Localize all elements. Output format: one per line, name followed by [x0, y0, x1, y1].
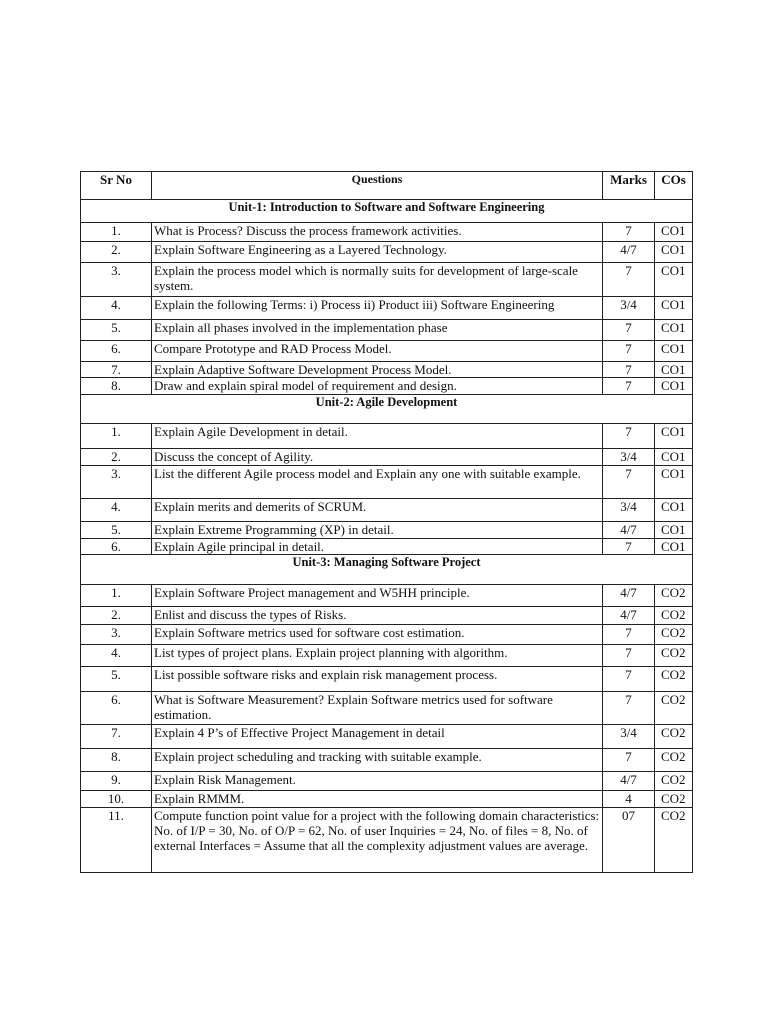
table-row [81, 585, 693, 607]
question-cell: What is Software Measurement? Explain Software metrics used for software estimation. [152, 692, 603, 725]
marks-cell: 7 [603, 539, 655, 555]
sr-no-cell: 8. [81, 749, 152, 772]
unit-title: Unit-3: Managing Software Project [81, 555, 693, 585]
marks-cell: 7 [603, 645, 655, 667]
table-row [81, 223, 693, 242]
co-cell: CO2 [655, 808, 693, 873]
sr-no-cell: 2. [81, 607, 152, 625]
header-marks: Marks [603, 172, 655, 200]
marks-cell: 4/7 [603, 607, 655, 625]
sr-no-cell: 4. [81, 645, 152, 667]
marks-cell: 4/7 [603, 585, 655, 607]
marks-cell: 7 [603, 625, 655, 645]
marks-cell: 4/7 [603, 772, 655, 791]
sr-no-cell: 4. [81, 499, 152, 522]
marks-cell: 7 [603, 341, 655, 362]
table-row [81, 725, 693, 749]
marks-cell: 7 [603, 466, 655, 499]
table-row [81, 607, 693, 625]
marks-cell: 7 [603, 263, 655, 297]
table-row [81, 378, 693, 395]
question-cell: Explain Agile Development in detail. [152, 424, 603, 449]
table-row [81, 499, 693, 522]
co-cell: CO1 [655, 362, 693, 378]
question-cell: Explain Extreme Programming (XP) in detail. [152, 522, 603, 539]
table-row [81, 424, 693, 449]
co-cell: CO1 [655, 522, 693, 539]
question-cell: Compare Prototype and RAD Process Model. [152, 341, 603, 362]
table-header-row [81, 172, 693, 200]
question-cell: Explain 4 P’s of Effective Project Management in detail [152, 725, 603, 749]
co-cell: CO2 [655, 667, 693, 692]
question-cell: Explain the process model which is normally suits for development of large-scale system. [152, 263, 603, 297]
table-row [81, 263, 693, 297]
marks-cell: 4 [603, 791, 655, 808]
marks-cell: 7 [603, 378, 655, 395]
sr-no-cell: 6. [81, 539, 152, 555]
co-cell: CO2 [655, 585, 693, 607]
co-cell: CO2 [655, 625, 693, 645]
table-row [81, 625, 693, 645]
question-cell: List types of project plans. Explain project planning with algorithm. [152, 645, 603, 667]
marks-cell: 3/4 [603, 297, 655, 320]
question-cell: Explain project scheduling and tracking with suitable example. [152, 749, 603, 772]
question-cell: Draw and explain spiral model of requirement and design. [152, 378, 603, 395]
co-cell: CO2 [655, 725, 693, 749]
sr-no-cell: 1. [81, 585, 152, 607]
question-cell: Explain all phases involved in the implementation phase [152, 320, 603, 341]
question-cell: Explain the following Terms: i) Process ii) Product iii) Software Engineering [152, 297, 603, 320]
table-row [81, 808, 693, 873]
question-cell: Explain Software metrics used for software cost estimation. [152, 625, 603, 645]
question-cell: Explain Software Project management and W5HH principle. [152, 585, 603, 607]
co-cell: CO2 [655, 692, 693, 725]
table-row [81, 667, 693, 692]
question-cell: What is Process? Discuss the process framework activities. [152, 223, 603, 242]
marks-cell: 4/7 [603, 522, 655, 539]
co-cell: CO2 [655, 791, 693, 808]
marks-cell: 7 [603, 424, 655, 449]
sr-no-cell: 1. [81, 223, 152, 242]
sr-no-cell: 4. [81, 297, 152, 320]
marks-cell: 7 [603, 667, 655, 692]
co-cell: CO1 [655, 499, 693, 522]
table-row [81, 522, 693, 539]
sr-no-cell: 6. [81, 692, 152, 725]
question-cell: Discuss the concept of Agility. [152, 449, 603, 466]
sr-no-cell: 7. [81, 362, 152, 378]
marks-cell: 3/4 [603, 725, 655, 749]
co-cell: CO1 [655, 378, 693, 395]
question-cell: List the different Agile process model and Explain any one with suitable example. [152, 466, 603, 499]
marks-cell: 7 [603, 320, 655, 341]
sr-no-cell: 11. [81, 808, 152, 873]
marks-cell: 7 [603, 362, 655, 378]
question-cell: Enlist and discuss the types of Risks. [152, 607, 603, 625]
table-row [81, 645, 693, 667]
question-cell: Explain RMMM. [152, 791, 603, 808]
co-cell: CO1 [655, 242, 693, 263]
unit-title: Unit-1: Introduction to Software and Software Engineering [81, 200, 693, 223]
co-cell: CO1 [655, 539, 693, 555]
co-cell: CO1 [655, 424, 693, 449]
unit-heading-row [81, 200, 693, 223]
sr-no-cell: 6. [81, 341, 152, 362]
sr-no-cell: 5. [81, 522, 152, 539]
question-cell: Explain Software Engineering as a Layered Technology. [152, 242, 603, 263]
table-row [81, 749, 693, 772]
co-cell: CO1 [655, 466, 693, 499]
question-cell: List possible software risks and explain risk management process. [152, 667, 603, 692]
marks-cell: 7 [603, 749, 655, 772]
question-bank-table [80, 171, 693, 873]
marks-cell: 7 [603, 223, 655, 242]
sr-no-cell: 10. [81, 791, 152, 808]
question-cell: Explain Agile principal in detail. [152, 539, 603, 555]
co-cell: CO1 [655, 449, 693, 466]
table-row [81, 449, 693, 466]
question-cell: Explain Adaptive Software Development Process Model. [152, 362, 603, 378]
co-cell: CO1 [655, 223, 693, 242]
table-body [81, 200, 693, 873]
header-cos: COs [655, 172, 693, 200]
co-cell: CO1 [655, 320, 693, 341]
table-row [81, 320, 693, 341]
co-cell: CO1 [655, 341, 693, 362]
marks-cell: 3/4 [603, 499, 655, 522]
co-cell: CO1 [655, 297, 693, 320]
unit-title: Unit-2: Agile Development [81, 395, 693, 424]
marks-cell: 7 [603, 692, 655, 725]
co-cell: CO1 [655, 263, 693, 297]
sr-no-cell: 3. [81, 625, 152, 645]
table-row [81, 692, 693, 725]
sr-no-cell: 7. [81, 725, 152, 749]
co-cell: CO2 [655, 607, 693, 625]
header-sr-no: Sr No [81, 172, 152, 200]
co-cell: CO2 [655, 772, 693, 791]
question-cell: Explain merits and demerits of SCRUM. [152, 499, 603, 522]
sr-no-cell: 3. [81, 263, 152, 297]
unit-heading-row [81, 555, 693, 585]
sr-no-cell: 2. [81, 242, 152, 263]
table-row [81, 242, 693, 263]
sr-no-cell: 9. [81, 772, 152, 791]
unit-heading-row [81, 395, 693, 424]
question-cell: Compute function point value for a project with the following domain characteristics: No. of I/P = 30, No. of O/P = 62, No. of user Inquiries = 24, No. of files = 8, No. of external Interfaces = Assume that all the complexity adjustment values are average. [152, 808, 603, 873]
table-row [81, 362, 693, 378]
question-cell: Explain Risk Management. [152, 772, 603, 791]
sr-no-cell: 3. [81, 466, 152, 499]
sr-no-cell: 2. [81, 449, 152, 466]
sr-no-cell: 5. [81, 320, 152, 341]
header-questions: Questions [152, 172, 603, 200]
sr-no-cell: 1. [81, 424, 152, 449]
sr-no-cell: 8. [81, 378, 152, 395]
sr-no-cell: 5. [81, 667, 152, 692]
table-row [81, 772, 693, 791]
table-row [81, 539, 693, 555]
table-row [81, 791, 693, 808]
table-row [81, 466, 693, 499]
co-cell: CO2 [655, 645, 693, 667]
co-cell: CO2 [655, 749, 693, 772]
table-row [81, 297, 693, 320]
marks-cell: 3/4 [603, 449, 655, 466]
marks-cell: 07 [603, 808, 655, 873]
marks-cell: 4/7 [603, 242, 655, 263]
table-row [81, 341, 693, 362]
